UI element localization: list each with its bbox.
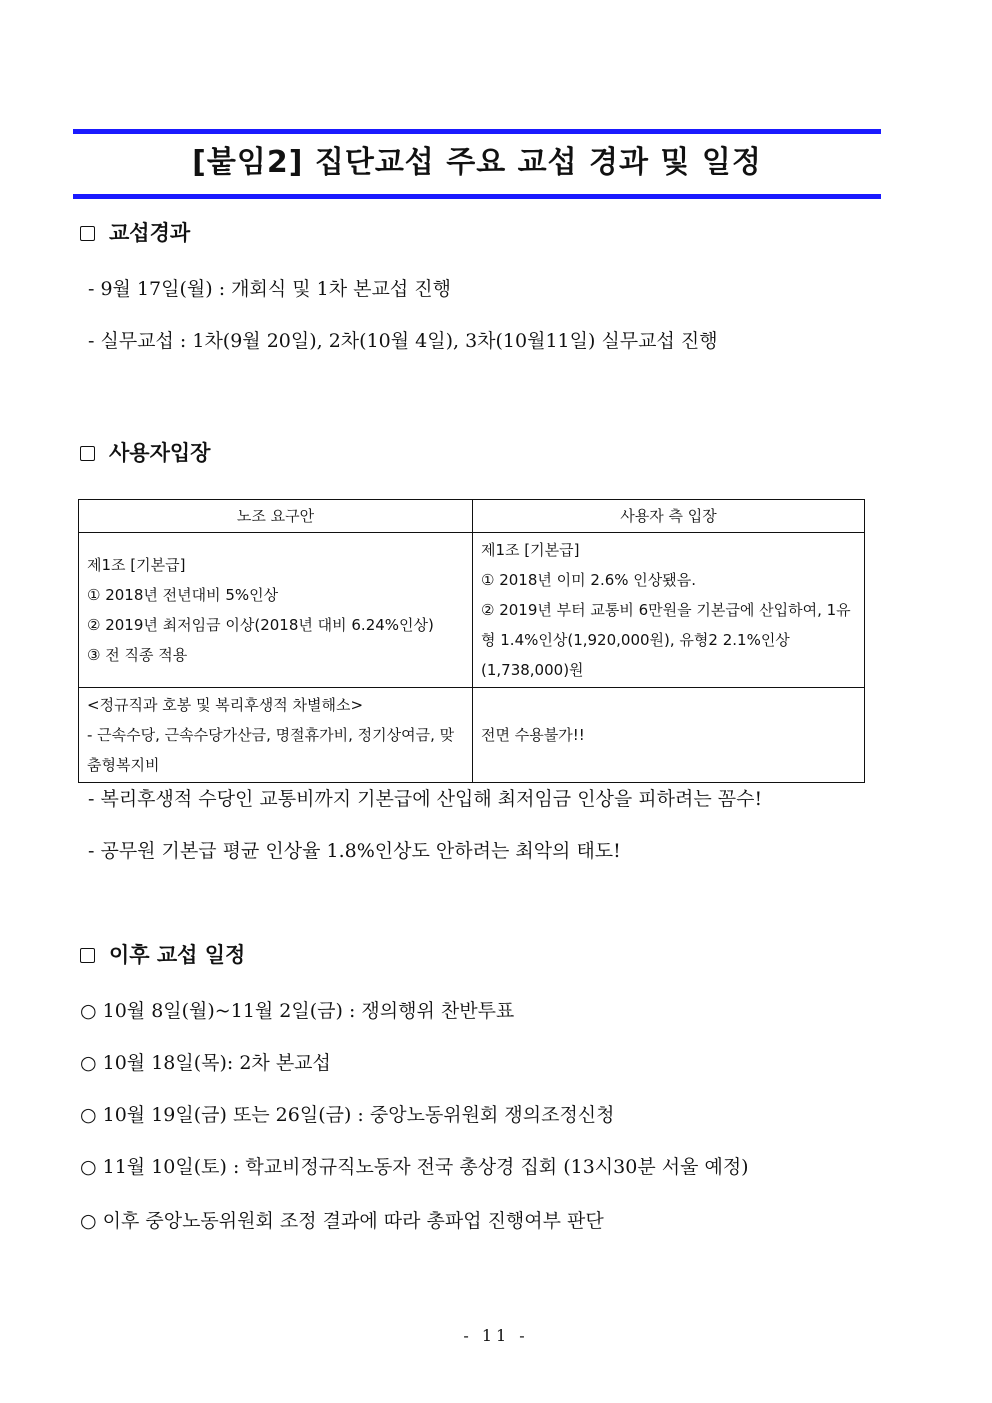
cell-line: ③ 전 직종 적용 bbox=[87, 646, 188, 664]
cell-line: <정규직과 호봉 및 복리후생적 차별해소> bbox=[87, 696, 364, 714]
schedule-item-3: ○ 10월 19일(금) 또는 26일(금) : 중앙노동위원회 쟁의조정신청 bbox=[80, 1104, 615, 1126]
cell-line: ① 2018년 전년대비 5%인상 bbox=[87, 586, 279, 604]
employer-stance-discrimination: 전면 수용불가!! bbox=[473, 688, 865, 783]
section-schedule-heading bbox=[80, 941, 245, 969]
section-employer-title: 사용자입장 bbox=[109, 441, 211, 465]
table-header-row bbox=[79, 500, 865, 533]
progress-item-1: - 9월 17일(월) : 개회식 및 1차 본교섭 진행 bbox=[88, 278, 451, 300]
table-row bbox=[79, 533, 865, 688]
checkbox-icon bbox=[80, 948, 95, 963]
cell-line: 제1조 [기본급] bbox=[481, 541, 580, 559]
page-title: [붙임2] 집단교섭 주요 교섭 경과 및 일정 bbox=[192, 145, 762, 180]
union-demand-discrimination bbox=[79, 688, 473, 783]
table-row bbox=[79, 688, 865, 783]
schedule-item-5: ○ 이후 중앙노동위원회 조정 결과에 따라 총파업 진행여부 판단 bbox=[80, 1210, 604, 1232]
cell-line: ② 2019년 부터 교통비 6만원을 기본급에 산입하여, 1유형 1.4%인상(1,920,000원), 유형2 2.1%인상(1,738,000)원 bbox=[481, 601, 851, 679]
cell-line: ② 2019년 최저임금 이상(2018년 대비 6.24%인상) bbox=[87, 616, 434, 634]
schedule-item-4: ○ 11월 10일(토) : 학교비정규직노동자 전국 총상경 집회 (13시30분 서울 예정) bbox=[80, 1156, 749, 1178]
section-schedule-title: 이후 교섭 일정 bbox=[109, 943, 246, 967]
checkbox-icon bbox=[80, 446, 95, 461]
title-rule-top bbox=[73, 129, 881, 134]
stance-table bbox=[78, 499, 865, 783]
table-header-union: 노조 요구안 bbox=[79, 500, 473, 533]
cell-line: 제1조 [기본급] bbox=[87, 556, 186, 574]
cell-line: ① 2018년 이미 2.6% 인상됐음. bbox=[481, 571, 697, 589]
employer-item-2: - 공무원 기본급 평균 인상율 1.8%인상도 안하려는 최악의 태도! bbox=[88, 840, 621, 862]
employer-stance-base-pay bbox=[473, 533, 865, 688]
page-number: - 11 - bbox=[463, 1326, 529, 1345]
union-demand-base-pay bbox=[79, 533, 473, 688]
progress-item-2: - 실무교섭 : 1차(9월 20일), 2차(10월 4일), 3차(10월11일) 실무교섭 진행 bbox=[88, 330, 718, 352]
cell-line: - 근속수당, 근속수당가산금, 명절휴가비, 정기상여금, 맞춤형복지비 bbox=[87, 726, 455, 774]
schedule-item-1: ○ 10월 8일(월)~11월 2일(금) : 쟁의행위 찬반투표 bbox=[80, 1000, 515, 1022]
section-progress-title: 교섭경과 bbox=[109, 221, 191, 245]
title-rule-bottom bbox=[73, 194, 881, 199]
employer-item-1: - 복리후생적 수당인 교통비까지 기본급에 산입해 최저임금 인상을 피하려는 꼼수! bbox=[88, 788, 763, 810]
section-progress-heading bbox=[80, 219, 190, 247]
schedule-item-2: ○ 10월 18일(목): 2차 본교섭 bbox=[80, 1052, 331, 1074]
checkbox-icon bbox=[80, 226, 95, 241]
table-header-employer: 사용자 측 입장 bbox=[473, 500, 865, 533]
section-employer-heading bbox=[80, 439, 210, 467]
